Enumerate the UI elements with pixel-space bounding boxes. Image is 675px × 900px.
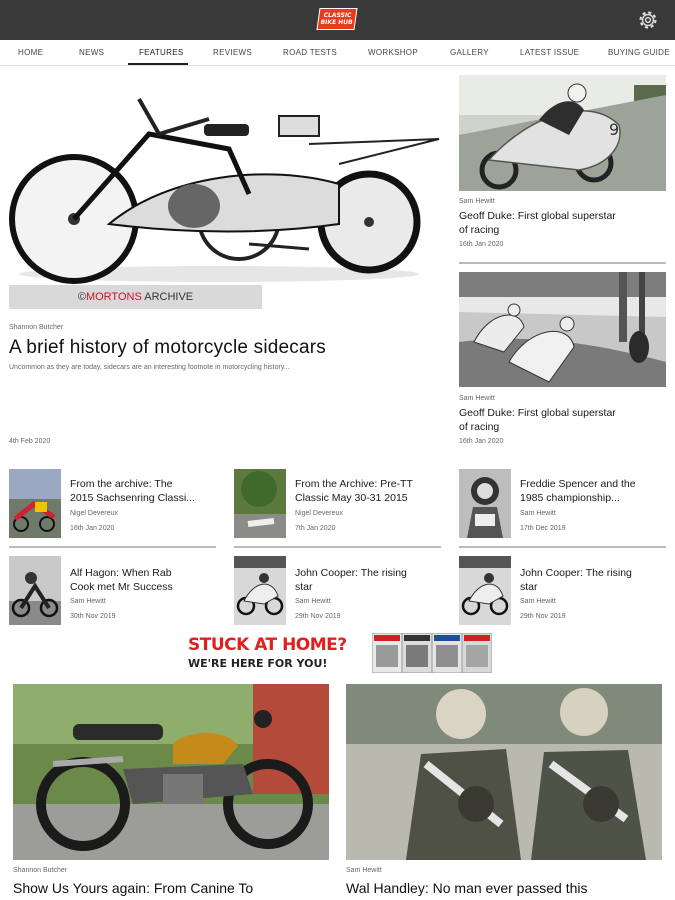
grid-article-author: Sam Hewitt xyxy=(520,510,556,517)
side-article-date: 16th Jan 2020 xyxy=(459,438,504,445)
divider xyxy=(9,546,216,548)
divider xyxy=(234,546,441,548)
grid-article-title[interactable]: From the Archive: Pre-TT Classic May 30-31 2015 xyxy=(295,478,413,504)
tab-buying-guide[interactable]: BUYING GUIDE xyxy=(608,48,670,57)
bottom-article-title[interactable]: Show Us Yours again: From Canine To xyxy=(13,880,254,896)
divider xyxy=(459,262,666,264)
grid-article-image[interactable] xyxy=(459,469,511,538)
bottom-article-image[interactable] xyxy=(346,684,662,860)
grid-article-title[interactable]: Alf Hagon: When Rab Cook met Mr Success xyxy=(70,567,173,593)
side-article-author: Sam Hewitt xyxy=(459,395,495,402)
grid-article-author: Sam Hewitt xyxy=(295,598,331,605)
side-article-image[interactable] xyxy=(459,272,666,387)
hero-author: Shannon Butcher xyxy=(9,324,64,331)
tab-latest-issue[interactable]: LATEST ISSUE xyxy=(520,48,580,57)
bottom-article-author: Shannon Butcher xyxy=(13,867,68,874)
gear-icon[interactable] xyxy=(636,8,660,32)
grid-article-date: 17th Dec 2019 xyxy=(520,525,566,532)
tab-reviews[interactable]: REVIEWS xyxy=(213,48,252,57)
grid-article-image[interactable] xyxy=(9,469,61,538)
grid-article-image[interactable] xyxy=(234,469,286,538)
active-tab-indicator xyxy=(128,63,188,65)
divider xyxy=(459,546,666,548)
grid-article-title[interactable]: Freddie Spencer and the 1985 championship... xyxy=(520,478,636,504)
side-article-title[interactable]: Geoff Duke: First global superstar of racing xyxy=(459,407,616,433)
bottom-article-title[interactable]: Wal Handley: No man ever passed this xyxy=(346,880,588,896)
grid-article-title[interactable]: John Cooper: The rising star xyxy=(520,567,632,593)
hero-image[interactable] xyxy=(9,74,449,284)
tab-news[interactable]: NEWS xyxy=(79,48,105,57)
tab-workshop[interactable]: WORKSHOP xyxy=(368,48,418,57)
grid-article-date: 7th Jan 2020 xyxy=(295,525,336,532)
grid-article-image[interactable] xyxy=(234,556,286,625)
grid-article-date: 29th Nov 2019 xyxy=(520,613,566,620)
grid-article-image[interactable] xyxy=(459,556,511,625)
tab-features[interactable]: FEATURES xyxy=(139,48,184,57)
hero-description: Uncommon as they are today, sidecars are an interesting footnote in motorcycling history... xyxy=(9,364,290,371)
grid-article-date: 16th Jan 2020 xyxy=(70,525,115,532)
grid-article-date: 30th Nov 2019 xyxy=(70,613,116,620)
grid-article-author: Nigel Devereux xyxy=(295,510,343,517)
side-article-author: Sam Hewitt xyxy=(459,198,495,205)
grid-article-image[interactable] xyxy=(9,556,61,625)
top-app-bar xyxy=(0,0,675,40)
side-article-image[interactable] xyxy=(459,75,666,191)
section-nav xyxy=(0,40,675,66)
bottom-article-image[interactable] xyxy=(13,684,329,860)
ad-subline: WE'RE HERE FOR YOU! xyxy=(188,657,328,670)
ad-headline: STUCK AT HOME? xyxy=(188,635,347,655)
grid-article-date: 29th Nov 2019 xyxy=(295,613,341,620)
svg-text:9: 9 xyxy=(609,120,620,139)
tab-road-tests[interactable]: ROAD TESTS xyxy=(283,48,337,57)
hero-title[interactable]: A brief history of motorcycle sidecars xyxy=(9,337,326,358)
grid-article-author: Sam Hewitt xyxy=(70,598,106,605)
side-article-date: 16th Jan 2020 xyxy=(459,241,504,248)
ad-banner[interactable] xyxy=(186,633,492,673)
grid-article-author: Sam Hewitt xyxy=(520,598,556,605)
site-logo[interactable]: CLASSIC BIKE HUB xyxy=(316,8,357,30)
bottom-article-author: Sam Hewitt xyxy=(346,867,382,874)
archive-credit: ©MORTONS ARCHIVE xyxy=(9,285,262,309)
tab-gallery[interactable]: GALLERY xyxy=(450,48,489,57)
grid-article-author: Nigel Devereux xyxy=(70,510,118,517)
side-article-title[interactable]: Geoff Duke: First global superstar of racing xyxy=(459,210,616,236)
tab-home[interactable]: HOME xyxy=(18,48,44,57)
grid-article-title[interactable]: From the archive: The 2015 Sachsenring Classi... xyxy=(70,478,195,504)
grid-article-title[interactable]: John Cooper: The rising star xyxy=(295,567,407,593)
magazine-covers-image xyxy=(372,633,492,673)
hero-date: 4th Feb 2020 xyxy=(9,438,51,445)
